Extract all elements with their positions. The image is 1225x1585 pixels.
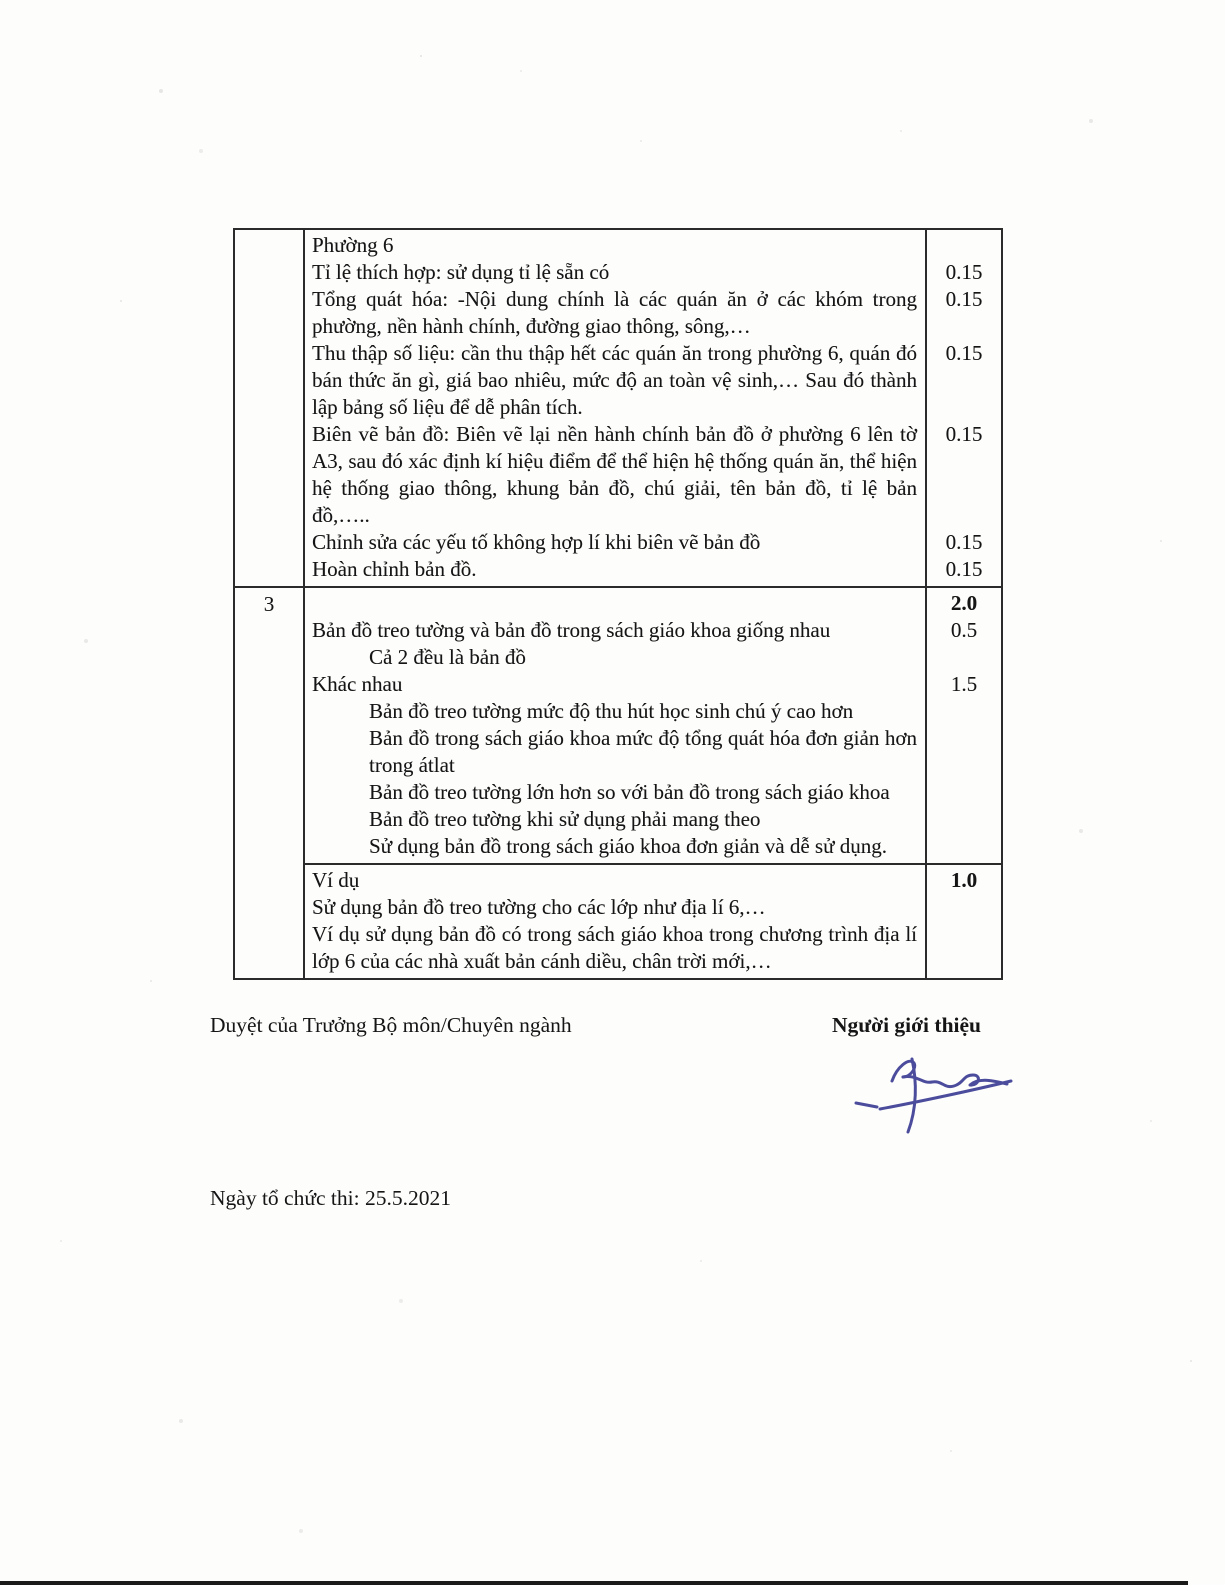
rubric-entry bbox=[305, 232, 1001, 259]
entry-score: 0.15 bbox=[925, 419, 1001, 532]
entry-text: Hoàn chỉnh bản đồ. bbox=[312, 557, 477, 581]
introducer-label: Người giới thiệu bbox=[832, 1013, 981, 1037]
rubric-entry bbox=[305, 725, 1001, 779]
entry-score: 0.15 bbox=[925, 527, 1001, 559]
entry-text: Tổng quát hóa: -Nội dung chính là các quán ăn ở các khóm trong phường, nền hành chính, đường giao thông, sông,… bbox=[312, 287, 917, 338]
entry-text: Khác nhau bbox=[312, 672, 403, 696]
entry-score: 1.0 bbox=[925, 865, 1001, 897]
scan-noise bbox=[0, 0, 2, 2]
entry-text: Phường 6 bbox=[312, 233, 394, 257]
rubric-entry bbox=[305, 921, 1001, 975]
entry-score bbox=[925, 831, 1001, 863]
entry-text: Chỉnh sửa các yếu tố không hợp lí khi biên vẽ bản đồ bbox=[312, 530, 761, 554]
entry-score: 0.15 bbox=[925, 554, 1001, 586]
rubric-section bbox=[305, 230, 1001, 586]
approver-label: Duyệt của Trưởng Bộ môn/Chuyên ngành bbox=[210, 1013, 572, 1037]
rubric-entry bbox=[305, 644, 1001, 671]
rubric-entry bbox=[305, 590, 1001, 617]
rubric-entry bbox=[305, 806, 1001, 833]
scan-bottom-edge bbox=[0, 1581, 1188, 1585]
rubric-entry bbox=[305, 617, 1001, 644]
band-body bbox=[305, 230, 1001, 586]
entry-text: Bản đồ treo tường và bản đồ trong sách giáo khoa giống nhau bbox=[312, 618, 831, 642]
entry-text: Bản đồ treo tường mức độ thu hút học sinh chú ý cao hơn bbox=[369, 699, 854, 723]
rubric-table bbox=[233, 228, 1003, 980]
table-band-question2 bbox=[235, 230, 1001, 586]
entry-text: Bản đồ treo tường lớn hơn so với bản đồ trong sách giáo khoa bbox=[369, 780, 890, 804]
entry-score: 0.5 bbox=[925, 615, 1001, 647]
entry-score: 0.15 bbox=[925, 257, 1001, 289]
exam-date-line: Ngày tổ chức thi: 25.5.2021 bbox=[210, 1186, 451, 1210]
entry-text: Thu thập số liệu: cần thu thập hết các quán ăn trong phường 6, quán đó bán thức ăn gì, giá bao nhiêu, mức độ an toàn vệ sinh,… Sau đó thành lập bảng số liệu để dễ phân tích. bbox=[312, 341, 917, 419]
entry-score: 0.15 bbox=[925, 338, 1001, 424]
rubric-entry bbox=[305, 698, 1001, 725]
table-band-question3 bbox=[235, 586, 1001, 978]
rubric-section-examples bbox=[305, 863, 1001, 978]
rubric-entry bbox=[305, 421, 1001, 529]
signature-scribble bbox=[846, 1050, 1016, 1142]
entry-text bbox=[305, 590, 925, 617]
entry-text: Sử dụng bản đồ trong sách giáo khoa đơn giản và dễ sử dụng. bbox=[369, 834, 887, 858]
rubric-entry bbox=[305, 340, 1001, 421]
question-number-cell: 3 bbox=[235, 588, 305, 978]
rubric-entry bbox=[305, 556, 1001, 583]
rubric-entry bbox=[305, 286, 1001, 340]
entry-text: Ví dụ bbox=[312, 868, 360, 892]
rubric-entry bbox=[305, 867, 1001, 894]
rubric-entry bbox=[305, 779, 1001, 806]
entry-text: Tỉ lệ thích hợp: sử dụng tỉ lệ sẵn có bbox=[312, 260, 610, 284]
question-number-cell bbox=[235, 230, 305, 586]
band-body bbox=[305, 588, 1001, 978]
entry-score bbox=[925, 919, 1001, 978]
entry-text: Bản đồ trong sách giáo khoa mức độ tổng quát hóa đơn giản hơn trong átlat bbox=[369, 726, 917, 777]
rubric-entry bbox=[305, 529, 1001, 556]
rubric-section bbox=[305, 588, 1001, 863]
entry-score bbox=[925, 723, 1001, 782]
entry-text: Bản đồ treo tường khi sử dụng phải mang theo bbox=[369, 807, 761, 831]
entry-text: Biên vẽ bản đồ: Biên vẽ lại nền hành chính bản đồ ở phường 6 lên tờ A3, sau đó xác định kí hiệu điểm để thể hiện hệ thống quán ăn, thể hiện hệ thống giao thông, khung bản đồ, chú giải, tên bản đồ, tỉ lệ bản đồ,….. bbox=[312, 422, 917, 527]
entry-score: 2.0 bbox=[925, 588, 1001, 620]
rubric-entry bbox=[305, 259, 1001, 286]
rubric-entry bbox=[305, 833, 1001, 860]
entry-score: 1.5 bbox=[925, 669, 1001, 701]
entry-text: Ví dụ sử dụng bản đồ có trong sách giáo khoa trong chương trình địa lí lớp 6 của các nhà xuất bản cánh diều, chân trời mới,… bbox=[312, 922, 917, 973]
entry-text: Cả 2 đều là bản đồ bbox=[369, 645, 526, 669]
entry-score: 0.15 bbox=[925, 284, 1001, 343]
rubric-entry bbox=[305, 894, 1001, 921]
entry-text: Sử dụng bản đồ treo tường cho các lớp như địa lí 6,… bbox=[312, 895, 766, 919]
rubric-entry bbox=[305, 671, 1001, 698]
